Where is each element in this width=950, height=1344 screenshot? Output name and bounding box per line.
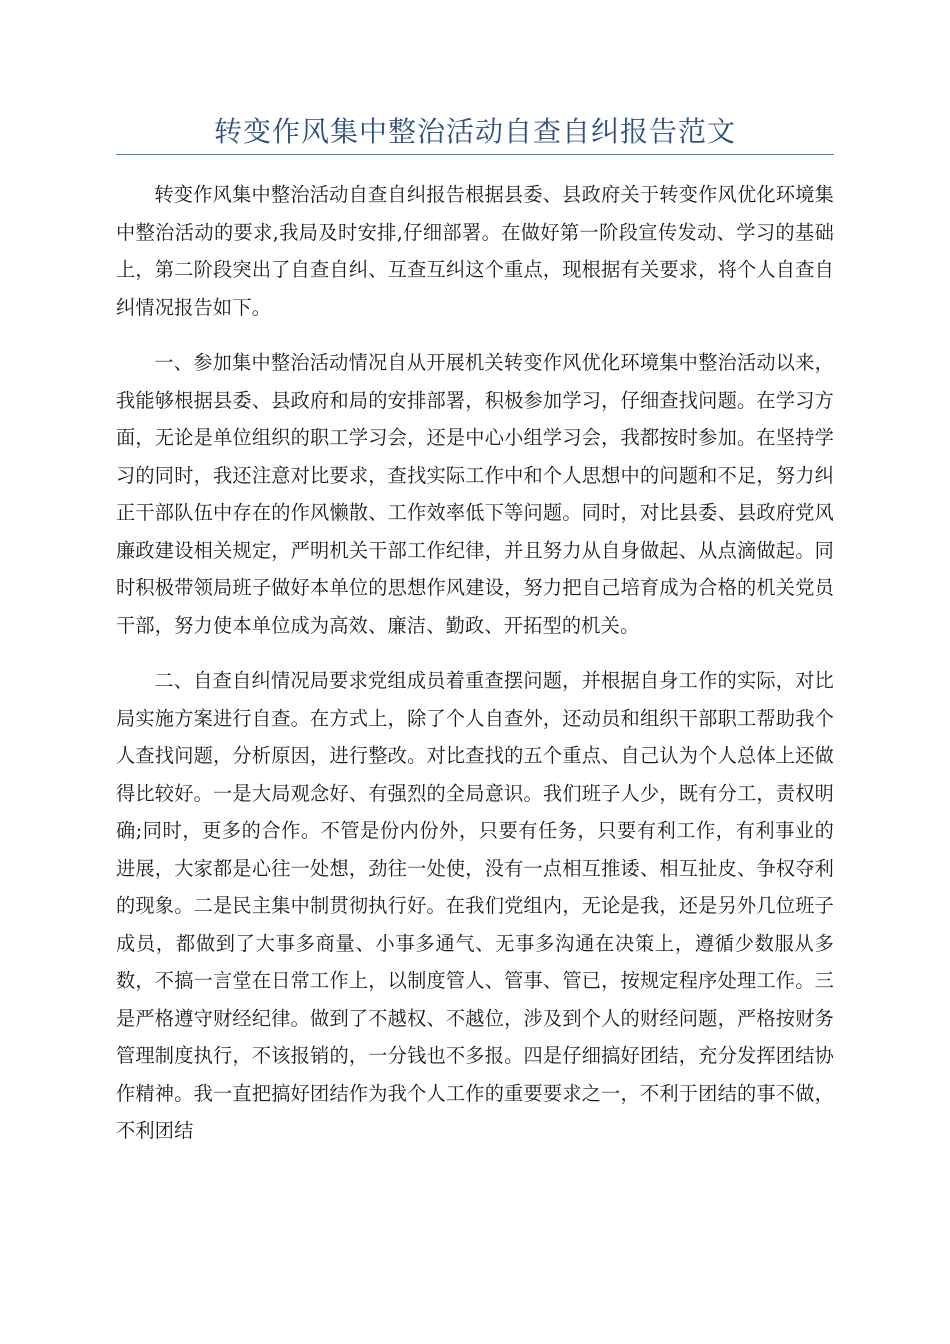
- document-title: 转变作风集中整治活动自查自纠报告范文: [213, 115, 736, 148]
- paragraph-section-2: 二、自查自纠情况局要求党组成员着重查摆问题，并根据自身工作的实际，对比局实施方案进行自查。在方式上，除了个人自查外，还动员和组织干部职工帮助我个人查找问题，分析原因，进行整改。对比查找的五个重点、自己认为个人总体上还做得比较好。一是大局观念好、有强烈的全局意识。我们班子人少，既有分工，责权明确;同时，更多的合作。不管是份内份外，只要有任务，只要有利工作，有利事业的进展，大家都是心往一处想，劲往一处使，没有一点相互推诿、相互扯皮、争权夺利的现象。二是民主集中制贯彻执行好。在我们党组内，无论是我，还是另外几位班子成员，都做到了大事多商量、小事多通气、无事多沟通在决策上，遵循少数服从多数，不搞一言堂在日常工作上，以制度管人、管事、管已，按规定程序处理工作。三是严格遵守财经纪律。做到了不越权、不越位，涉及到个人的财经问题，严格按财务管理制度执行，不该报销的，一分钱也不多报。四是仔细搞好团结，充分发挥团结协作精神。我一直把搞好团结作为我个人工作的重要要求之一，不利于团结的事不做，不利团结: [116, 669, 834, 1142]
- document-body: [116, 176, 834, 1168]
- paragraph-section-1: 一、参加集中整治活动情况自从开展机关转变作风优化环境集中整治活动以来，我能够根据县委、县政府和局的安排部署，积极参加学习，仔细查找问题。在学习方面，无论是单位组织的职工学习会，还是中心小组学习会，我都按时参加。在坚持学习的同时，我还注意对比要求，查找实际工作中和个人思想中的问题和不足，努力纠正干部队伍中存在的作风懒散、工作效率低下等问题。同时，对比县委、县政府党风廉政建设相关规定，严明机关干部工作纪律，并且努力从自身做起、从点滴做起。同时积极带领局班子做好本单位的思想作风建设，努力把自己培育成为合格的机关党员干部，努力使本单位成为高效、廉洁、勤政、开拓型的机关。: [116, 351, 834, 637]
- title-underline: [116, 154, 834, 155]
- paragraph-intro: 转变作风集中整治活动自查自纠报告根据县委、县政府关于转变作风优化环境集中整治活动的要求,我局及时安排,仔细部署。在做好第一阶段宣传发动、学习的基础上，第二阶段突出了自查自纠、互查互纠这个重点，现根据有关要求，将个人自查自纠情况报告如下。: [116, 183, 834, 319]
